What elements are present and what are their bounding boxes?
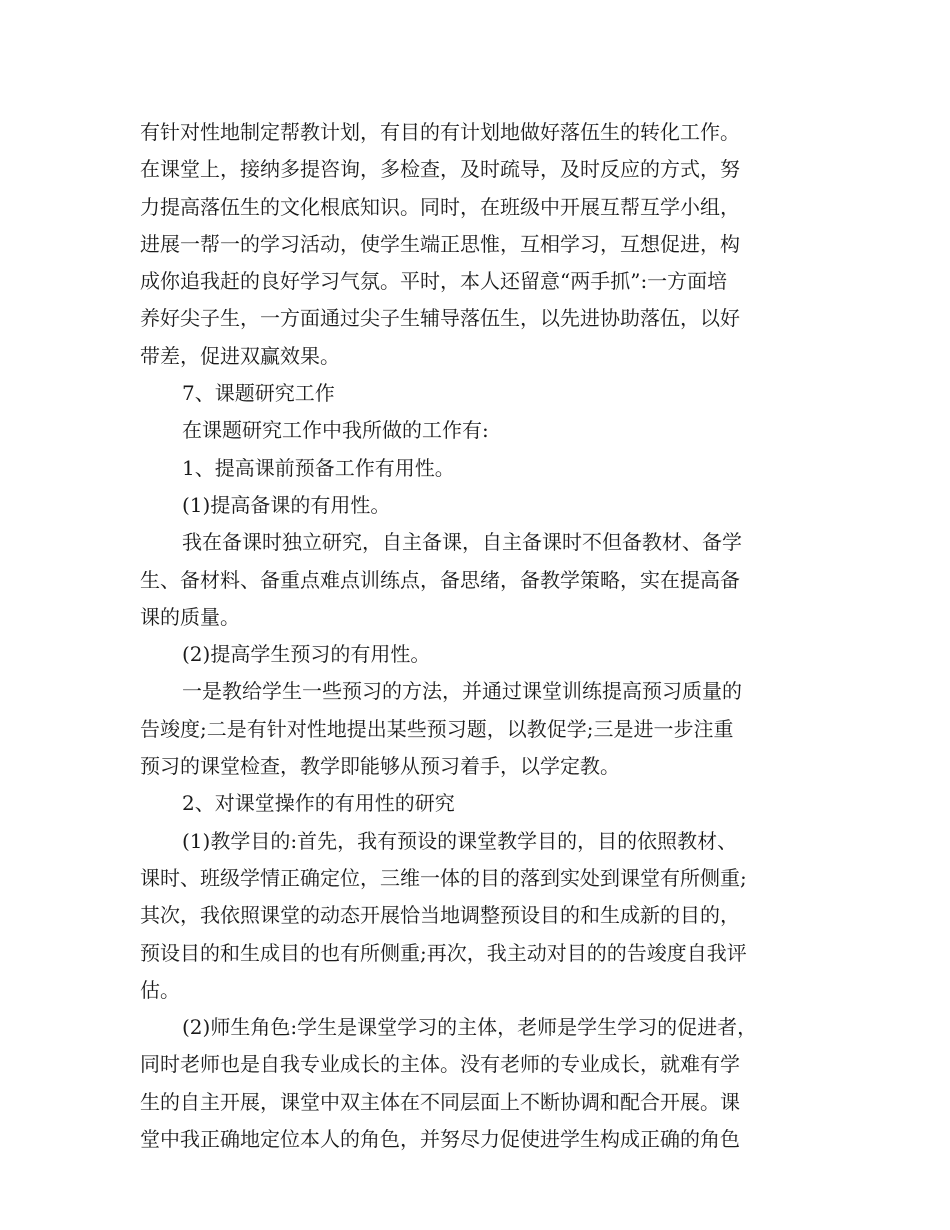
text-line: 带差，促进双赢效果。 [140,343,340,368]
text-line: 估。 [140,977,180,1002]
text-line: 堂中我正确地定位本人的角色，并努尽力促使进学生构成正确的角色 [140,1127,740,1152]
text-line: 有针对性地制定帮教计划，有目的有计划地做好落伍生的转化工作。 [140,120,740,144]
text-line: (1)提高备课的有用性。 [182,492,391,517]
text-line: 预设目的和生成目的也有所侧重;再次，我主动对目的的告竣度自我评 [140,940,747,965]
text-line: 进展一帮一的学习活动，使学生端正思惟，互相学习，互想促进，构 [140,231,740,256]
text-line: 预习的课堂检查，教学即能够从预习着手，以学定教。 [140,754,620,779]
text-line: (2)师生角色:学生是课堂学习的主体，老师是学生学习的促进者， [182,1015,758,1040]
text-line: 课的质量。 [140,604,240,629]
text-line: (1)教学目的:首先，我有预设的课堂教学目的，目的依照教材、 [182,828,738,853]
text-line: 我在备课时独立研究，自主备课，自主备课时不但备教材、备学 [182,530,742,555]
text-line: 生的自主开展，课堂中双主体在不同层面上不断协调和配合开展。课 [140,1089,740,1114]
text-line: 成你追我赶的良好学习气氛。平时，本人还留意“两手抓”:一方面培 [140,269,728,294]
text-line: 1、提高课前预备工作有用性。 [182,455,455,480]
text-line: 同时老师也是自我专业成长的主体。没有老师的专业成长，就难有学 [140,1052,740,1077]
text-line: 生、备材料、备重点难点训练点，备思绪，备教学策略，实在提高备 [140,567,740,592]
text-line: 课时、班级学情正确定位，三维一体的目的落到实处到课堂有所侧重; [140,865,747,890]
text-line: 告竣度;二是有针对性地提出某些预习题，以教促学;三是进一步注重 [140,716,734,741]
text-line: 其次，我依照课堂的动态开展恰当地调整预设目的和生成新的目的， [140,903,740,928]
text-line: 在课题研究工作中我所做的工作有: [182,418,489,443]
document-body [140,114,820,1158]
text-line: (2)提高学生预习的有用性。 [182,642,431,667]
text-line: 养好尖子生，一方面通过尖子生辅导落伍生，以先进协助落伍，以好 [140,306,740,331]
text-line: 一是教给学生一些预习的方法，并通过课堂训练提高预习质量的 [182,679,742,704]
text-line: 2、对课堂操作的有用性的研究 [182,791,455,816]
text-line: 在课堂上，接纳多提咨询，多检查，及时疏导，及时反应的方式，努 [140,157,740,182]
text-line: 7、课题研究工作 [182,381,335,406]
text-line: 力提高落伍生的文化根底知识。同时，在班级中开展互帮互学小组， [140,194,740,219]
